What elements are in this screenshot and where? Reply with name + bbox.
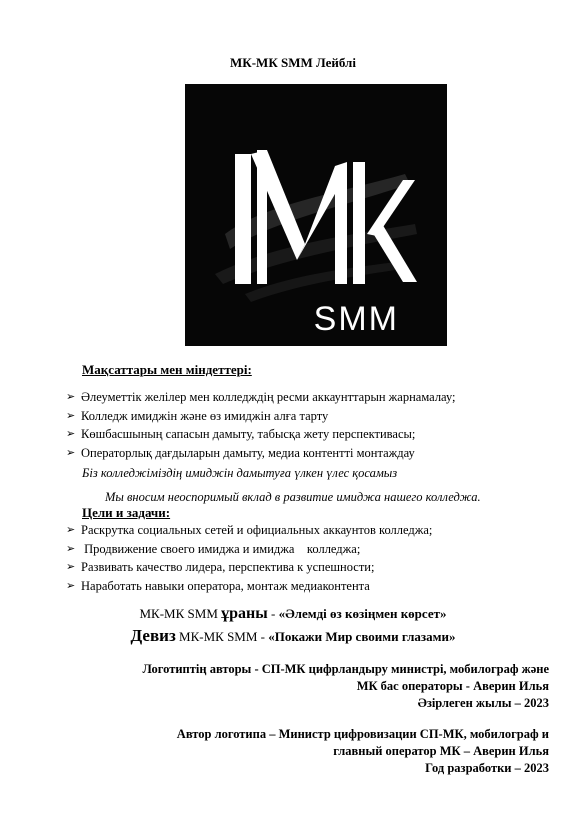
list-item: ➢ Развивать качество лидера, перспектива к успешности; — [66, 558, 432, 577]
arrow-bullet-icon: ➢ — [66, 391, 76, 403]
ru-slogan: Девиз МК-МК SMM - «Покажи Мир своими глазами» — [130, 626, 456, 645]
kz-motto: Біз колледжіміздің имиджін дамытуға үлкен үлес қосамыз — [82, 466, 398, 480]
logo-sub-text: SMM — [313, 300, 399, 338]
list-item: ➢ Раскрутка социальных сетей и официальных аккаунтов колледжа; — [66, 521, 432, 540]
arrow-bullet-icon: ➢ — [66, 524, 76, 536]
arrow-bullet-icon: ➢ — [66, 579, 76, 592]
kz-slogan: МК-МК SMM ұраны - «Әлемді өз көзіңмен көрсет» — [139, 605, 447, 622]
ru-motto: Мы вносим неоспоримый вклад в развитие имиджа нашего колледжа. — [105, 490, 481, 504]
list-item: ➢ Көшбасшының сапасын дамыту, табысқа жету перспективасы; — [66, 425, 456, 444]
list-item: ➢ Операторлық дағдыларын дамыту, медиа контентті монтаждау — [66, 444, 456, 463]
arrow-bullet-icon: ➢ — [66, 542, 76, 555]
ru-author-credits: Автор логотипа – Министр цифровизации СП-МК, мобилограф и главный оператор МК – Аверин Илья Год разработки – 2023 — [176, 727, 549, 775]
logo-graphic — [185, 84, 447, 346]
page-title: МК-МК SMM Лейблі — [230, 55, 356, 70]
ru-goals-heading: Цели и задачи: — [82, 505, 171, 520]
kz-goals-heading: Мақсаттары мен міндеттері: — [82, 362, 252, 377]
mk-smm-logo — [185, 84, 447, 346]
ru-goals-list — [66, 521, 432, 595]
kz-goals-list — [66, 388, 456, 462]
list-item: ➢ Колледж имиджін және өз имиджін алға тарту — [66, 407, 456, 426]
kz-author-credits: Логотиптің авторы - СП-МК цифрландыру министрі, мобилограф және МК бас операторы - Аверин Илья Әзірлеген жылы – 2023 — [142, 662, 549, 710]
list-item: ➢ Әлеуметтік желілер мен колледждің ресми аккаунттарын жарнамалау; — [66, 388, 456, 407]
arrow-bullet-icon: ➢ — [66, 409, 76, 422]
list-item: ➢ Продвижение своего имиджа и имиджа колледжа; — [66, 540, 432, 559]
arrow-bullet-icon: ➢ — [66, 561, 76, 573]
list-item: ➢ Наработать навыки оператора, монтаж медиаконтента — [66, 577, 432, 596]
arrow-bullet-icon: ➢ — [66, 446, 76, 459]
arrow-bullet-icon: ➢ — [66, 428, 76, 440]
